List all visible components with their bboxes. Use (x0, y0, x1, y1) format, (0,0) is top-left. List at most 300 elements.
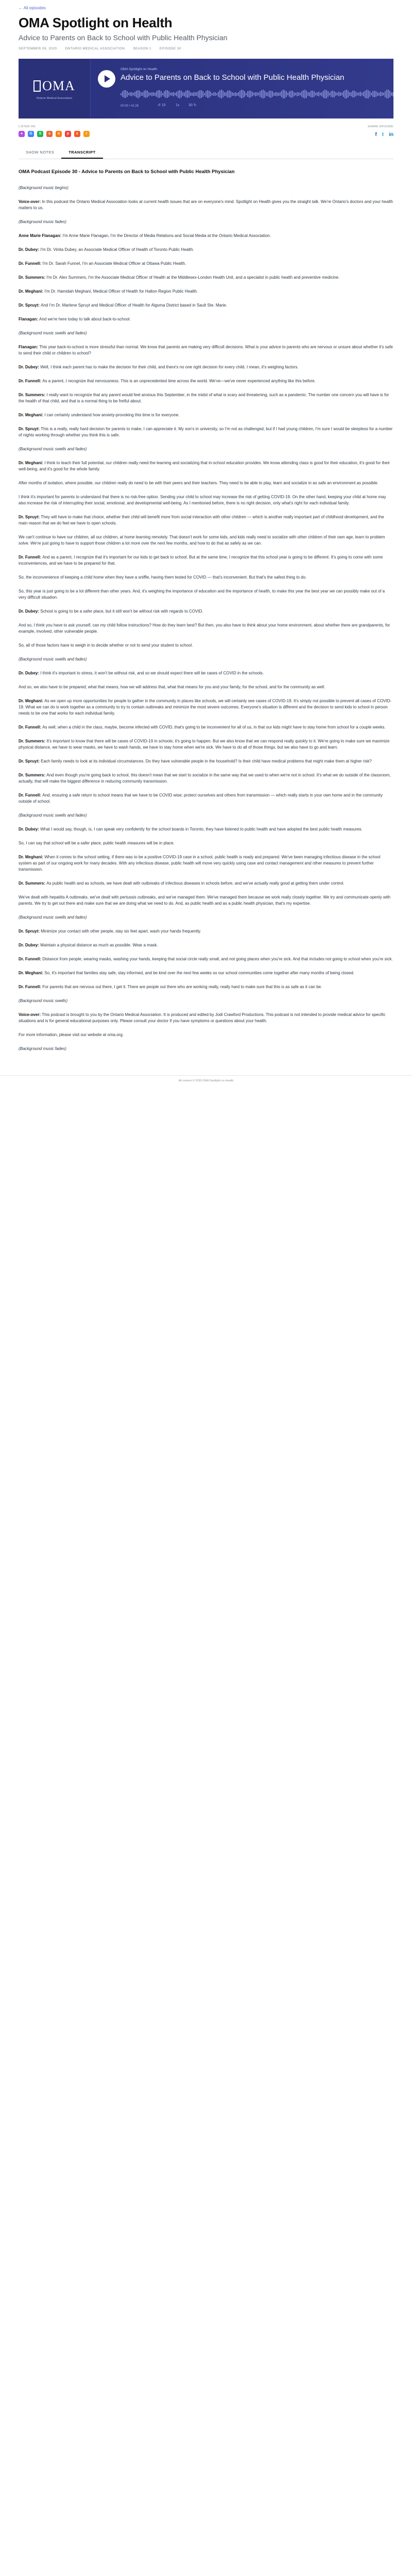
speaker-name: Voice-over: (19, 1012, 42, 1018)
paragraph-text: And so, we also have to be prepared; what that means, how we will address that, what that means for you and your family, for the school, and for the community as well. (19, 685, 325, 690)
paragraph-text: I can certainly understand how anxiety-provoking this time is for everyone. (44, 413, 180, 418)
waveform-bar (334, 91, 335, 97)
waveform-bar (281, 91, 282, 97)
speaker-name: Dr. Meghani: (19, 855, 45, 860)
play-button[interactable] (98, 70, 115, 88)
waveform-bar (263, 90, 264, 98)
speaker-name: Dr. Spruyt: (19, 303, 41, 308)
transcript-paragraph (19, 1046, 393, 1052)
transcript-paragraph (19, 219, 393, 225)
speaker-name: Dr. Funnell: (19, 379, 43, 384)
paragraph-text: Maintain a physical distance as much as possible. Wear a mask. (40, 943, 158, 948)
rewind-button[interactable] (158, 103, 166, 109)
paragraph-text: They will have to make that choice, whether their child will benefit more from social interaction with other children — which is another really important part of childhood development, and the main reason that we do feel we have to open schools. (19, 515, 384, 526)
transcript-paragraph (19, 392, 393, 404)
audio-player (19, 59, 393, 118)
waveform-bar (377, 92, 378, 96)
waveform-bar (219, 90, 220, 98)
waveform-bar (154, 93, 156, 96)
waveform-bar (218, 92, 219, 97)
tab-show-notes[interactable]: SHOW NOTES (26, 149, 55, 155)
transcript-paragraph (19, 588, 393, 601)
waveform-bar (351, 92, 352, 96)
waveform-bar (209, 91, 210, 98)
footer: All content © 2020 OMA Spotlight on Health (0, 1075, 412, 1086)
speaker-name: Dr. Dubey: (19, 609, 41, 614)
waveform-bar (372, 91, 373, 97)
paragraph-text: This podcast is brought to you by the Ontario Medical Association. It is produced and edited by Jodi Crawford Productions. This podcast is not intended to provide medical advice for specific situations and is for general educational purposes only. Please consult your doctor if you have symptoms or questions about your health. (19, 1012, 386, 1024)
transcript-paragraph (19, 446, 393, 452)
waveform-bar (144, 91, 145, 97)
waveform-bar (392, 92, 393, 96)
player-episode-title: Advice to Parents on Back to School with Public Health Physician (121, 73, 345, 82)
waveform-bar (124, 90, 125, 98)
waveform-bar (272, 91, 273, 97)
paragraph-text: Distance from people, wearing masks, washing your hands, keeping that social circle really small, and not going places when you're sick. And that includes not going to school when you're sick. (42, 957, 393, 962)
waveform-bar (238, 92, 239, 96)
logo-text: OMA (42, 78, 75, 94)
waveform-bar (331, 91, 332, 97)
transcript-title: OMA Podcast Episode 30 - Advice to Parents on Back to School with Public Health Physician (19, 169, 235, 175)
waveform-bar (297, 92, 298, 96)
transcript-paragraph (19, 698, 393, 717)
speaker-name: Dr. Dubey: (19, 827, 41, 832)
waveform-bar (147, 91, 148, 97)
waveform-bar (213, 92, 214, 96)
waveform-bar (278, 93, 279, 96)
waveform-bar (335, 92, 336, 96)
transcript-paragraph (19, 574, 393, 581)
transcript-paragraph (19, 642, 393, 649)
transcript-paragraph (19, 894, 393, 907)
share-label: SHARE EPISODE (367, 125, 393, 128)
paragraph-text: As well, when a child in the class, maybe, become infected with COVID, that's going to be inconvenient for all of us, in that our kids might have to stay home from school for a couple weeks. (42, 725, 386, 730)
waveform-bar (229, 90, 230, 97)
waveform-bar (386, 90, 387, 98)
paragraph-text: And as a parent, I recognize that it's important for our kids to get back to school. But at the same time, I recognize that this school year is going to be different. It's going to come with some inconveniences, and we have to be prepared for that. (19, 555, 383, 566)
waveform-bar (128, 93, 129, 95)
waveform-bar (264, 91, 265, 98)
oma-logo (19, 59, 91, 118)
waveform-bar (173, 92, 174, 96)
episode-org: ONTARIO MEDICAL ASSOCIATION (65, 46, 125, 50)
rewind-label: 15 (161, 103, 166, 107)
listen-on-label: LISTEN ON (19, 125, 36, 128)
waveform-bar (275, 92, 276, 96)
transcript-paragraph (19, 656, 393, 663)
waveform-bar (127, 91, 128, 97)
transcript-paragraph (19, 792, 393, 805)
waveform-bar (300, 93, 301, 95)
waveform-bar (360, 92, 361, 96)
speaker-name: Dr. Funnell: (19, 261, 43, 266)
rewind-icon: ↺ (158, 103, 161, 107)
transcript-paragraph (19, 928, 393, 935)
paragraph-text: As a parent, I recognize that nervousness. This is an unprecedented time across the world. We've—we've never experienced anything like this before. (42, 379, 316, 384)
transcript-paragraph (19, 302, 393, 309)
waveform-bar (125, 90, 126, 98)
waveform-bar (295, 93, 296, 95)
waveform-bar (188, 91, 190, 97)
transcript-paragraph (19, 460, 393, 472)
transcript-paragraph (19, 772, 393, 785)
paragraph-text: So, all of those factors have to weigh in to decide whether or not to send your student to school. (19, 643, 193, 648)
paragraph-text: So, this year is just going to be a lot different than other years. And, it's weighing the importance of education and the importance of health, to make this year the best year we can possibly make out of a very difficult situation. (19, 589, 385, 600)
speaker-name: Dr. Meghani: (19, 413, 45, 418)
waveform-bar (391, 92, 392, 96)
tab-transcript[interactable]: TRANSCRIPT (61, 147, 102, 159)
transcript-paragraph (19, 412, 393, 418)
waveform-bar (320, 93, 321, 96)
transcript-paragraph (19, 956, 393, 962)
transcript-paragraph (19, 330, 393, 336)
paragraph-text: (Background music swells and fades) (19, 331, 87, 336)
paragraph-text: In this podcast the Ontario Medical Association looks at current health issues that are on everyone's mind. Spotlight on Health gives you the straight talk. We're Ontario's doctors and your health matters to us. (19, 199, 393, 211)
paragraph-text: I'm Dr. Sarah Funnel, I'm an Associate Medical Officer at Ottawa Public Health. (42, 261, 186, 266)
waveform-bar (287, 93, 288, 95)
waveform-bar (273, 93, 274, 96)
waveform-bar (345, 90, 346, 98)
waveform-bar (122, 91, 123, 97)
waveform-bar (352, 91, 353, 97)
paragraph-text: So, it's important that families stay safe, stay informed, and be kind over the next few weeks so our school communities come together after many months of being closed. (44, 971, 355, 976)
waveform-bar (170, 93, 171, 95)
speaker-name: Dr. Meghani: (19, 461, 45, 466)
waveform-bar (312, 91, 313, 97)
waveform-bar (201, 90, 202, 98)
paragraph-text: I'm Dr. Alex Summers, I'm the Associate Medical Officer of Health at the Middlesex-London Health Unit, and a specialist in public health and preventive medicine. (46, 275, 340, 280)
waveform-bar (307, 92, 308, 96)
waveform-bar (315, 93, 316, 95)
transcript-paragraph (19, 970, 393, 976)
waveform-bar (133, 93, 134, 95)
transcript-paragraph (19, 984, 393, 990)
paragraph-text: We've dealt with hepatitis A outbreaks, we've dealt with pertussis outbreaks, and we've managed them. We've managed them because we work really closely together. We try and communicate openly with parents. We try to get out there and make sure that we are doing what we need to do. And, as public health and as a public health physician, that's my expertise. (19, 895, 391, 906)
waveform-bar (256, 92, 258, 96)
paragraph-text: I'm Dr. Vinita Dubey, an Associate Medical Officer of Health of Toronto Public Health. (40, 247, 194, 252)
transcript-paragraph (19, 344, 393, 357)
waveform-bar (230, 91, 231, 97)
waveform-bar (321, 92, 322, 96)
speaker-name: Dr. Meghani: (19, 971, 45, 976)
waveform-bar (260, 91, 261, 96)
speaker-name: Dr. Funnell: (19, 555, 43, 560)
waveform-bar (289, 91, 290, 97)
transcript-paragraph (19, 554, 393, 567)
waveform-bar (354, 91, 355, 97)
paragraph-text: (Background music swells and fades) (19, 915, 87, 920)
paragraph-text: (Background music fades) (19, 1046, 66, 1052)
waveform-bar (142, 92, 143, 96)
waveform-bar (298, 92, 299, 96)
speaker-name: Dr. Summers: (19, 275, 47, 280)
waveform-bar (158, 90, 159, 98)
waveform-bar (366, 90, 367, 98)
waveform-bar (161, 91, 162, 97)
waveform-bar (224, 92, 225, 96)
waveform-bar (222, 91, 224, 98)
waveform-bar (280, 92, 281, 96)
waveform-bar (365, 91, 366, 98)
share-section (368, 125, 393, 139)
waveform-bar (255, 92, 256, 96)
waveform-bar (227, 91, 228, 97)
transcript-paragraph (19, 738, 393, 751)
waveform-bar (290, 91, 291, 98)
player-body (91, 59, 393, 118)
transcript-paragraph (19, 1012, 393, 1024)
waveform-bar (250, 91, 251, 97)
paragraph-text: I'm Anne Marie Flanagan, I'm the Director of Media Relations and Social Media at the Ontario Medical Association. (62, 233, 271, 239)
logo-mark (33, 80, 41, 92)
paragraph-text: (Background music fades) (19, 219, 66, 225)
transcript-paragraph (19, 998, 393, 1004)
facebook-icon[interactable]: f (375, 131, 377, 138)
stitcher-icon[interactable]: s (46, 131, 53, 137)
waveform-bar (355, 92, 356, 97)
paragraph-text: Minimize your contact with other people, stay six feet apart, wash your hands frequently. (41, 929, 201, 934)
waveform-bar (358, 92, 359, 96)
waveform-bar (314, 91, 315, 96)
waveform-bar (340, 92, 341, 96)
waveform-bar (196, 92, 197, 96)
waveform-bar (153, 92, 154, 96)
paragraph-text: For parents that are nervous out there, I get it. There are people out there who are working really, really hard to make sure that this is as safe as it can be. (42, 985, 322, 990)
paragraph-text: For more information, please visit our website at oma.org. (19, 1032, 124, 1038)
paragraph-text: Well, I think each parent has to make the decision for their child, and there's no one right decision for every child. I mean, it's weighing factors. (40, 365, 299, 370)
waveform-bar (292, 91, 293, 97)
waveform-bar (266, 92, 267, 96)
player-show-name: OMA Spotlight on Health (121, 67, 158, 71)
waveform-bar (190, 92, 191, 96)
transcript-paragraph (19, 826, 393, 833)
transcript-paragraph (19, 233, 393, 239)
speaker-name: Dr. Funnell: (19, 725, 43, 730)
waveform-bar (205, 91, 207, 97)
waveform-bar (226, 92, 227, 96)
waveform-bar (187, 90, 188, 98)
transcript-paragraph (19, 622, 393, 635)
speaker-name: Flanagan: (19, 317, 40, 322)
paragraph-text: What I would say, though, is, I can speak very confidently for the school boards in Toronto, they have listened to public health and have adopted the best public health measures. (40, 827, 363, 832)
transcript-paragraph (19, 494, 393, 506)
waveform-scrubber[interactable] (121, 90, 393, 99)
paragraph-text: As public health and as schools, we have dealt with outbreaks of infectious diseases in schools before, and we've actually really good at getting them under control. (46, 881, 345, 886)
waveform-bar (249, 91, 250, 98)
speaker-name: Voice-over: (19, 199, 42, 205)
waveform-bar (388, 90, 389, 98)
waveform-bar (389, 91, 390, 98)
transcript-paragraph (19, 724, 393, 731)
waveform-bar (306, 91, 307, 98)
waveform-bar (232, 92, 233, 96)
paragraph-text: I think it's important for parents to understand that there is no risk-free option. Sending your child to school may increase the risk of getting COVID-19. On the other hand, keeping your child at home may also increase the risk of interrupting their social, emotional, and developmental well-being. As I mentioned before, there is no right decision, only what's right for each individual family. (19, 495, 386, 506)
waveform-bar (176, 92, 177, 96)
speaker-name: Dr. Summers: (19, 881, 47, 886)
show-title: OMA Spotlight on Health (19, 15, 173, 30)
google-podcasts-icon[interactable]: G (28, 131, 34, 137)
waveform-bar (348, 91, 349, 98)
waveform-bar (181, 91, 182, 98)
forward-button[interactable] (188, 103, 197, 109)
listen-on-section (19, 125, 90, 139)
twitter-icon[interactable]: t (382, 131, 384, 138)
waveform-bar (241, 90, 242, 98)
transcript-paragraph (19, 812, 393, 819)
transcript-paragraph (19, 316, 393, 323)
speaker-name: Dr. Spruyt: (19, 929, 41, 934)
speaker-name: Dr. Funnell: (19, 985, 43, 990)
transcript-paragraph (19, 261, 393, 267)
waveform-bar (286, 91, 287, 97)
waveform-bar (164, 91, 165, 97)
waveform-bar (323, 91, 324, 98)
paragraph-text: This is a really, really hard decision for parents to make, I can appreciate it. My son's in university, so I'm not as challenged, but if I had young children, I'm sure I would be sleepless for a number of nights working through whether you think this is safe. (19, 427, 393, 438)
transcript-paragraph (19, 199, 393, 211)
waveform-bar (368, 90, 369, 98)
waveform-bar (193, 92, 194, 96)
back-link-label: All episodes (23, 6, 46, 10)
castbox-icon[interactable]: c (74, 131, 80, 137)
waveform-bar (369, 91, 370, 97)
waveform-bar (210, 92, 211, 97)
paragraph-text: It's important to know that there will be cases of COVID-19 in schools; it's going to happen. But we also know that we can respond really quickly to it. We're going to make sure we maximize physical distance, we have to wear masks, we have to wash hands, we have to stay home when we're sick. We have to do all of those things, but we also have to go and learn. (19, 739, 390, 750)
waveform-bar (328, 91, 329, 97)
speaker-name: Dr. Spruyt: (19, 759, 41, 764)
paragraph-text: This year back-to-school is more stressful than normal. We know that parents are making very difficult decisions. What is your advice to parents who are nervous or unsure about whether it's safe to send their child or children to school? (19, 345, 393, 356)
waveform-bar (182, 92, 183, 96)
waveform-bar (184, 92, 185, 96)
waveform-bar (150, 93, 151, 95)
waveform-bar (380, 92, 381, 96)
waveform-bar (382, 92, 383, 96)
paragraph-text: And we're here today to talk about back-to-school. (39, 317, 131, 322)
waveform-bar (192, 93, 193, 96)
back-to-episodes-link[interactable] (19, 0, 393, 11)
waveform-bar (363, 92, 364, 96)
waveform-bar (141, 92, 142, 96)
listen-share-row (19, 125, 393, 139)
episode-tabs (19, 147, 393, 159)
waveform-bar (239, 91, 241, 97)
paragraph-text: So, I can say that school will be a safer place, public health measures will be in place. (19, 841, 175, 846)
paragraph-text: I really want to recognize that any parent would feel anxious this September, in the midst of what is scary and threatening, such as a pandemic. The number one concern you will have is for the health of that child, and that is a normal thing to be fretful about. (19, 393, 389, 404)
waveform-bar (324, 90, 325, 98)
waveform-bar (343, 91, 344, 97)
transcript-paragraph (19, 426, 393, 438)
waveform-bar (215, 92, 216, 96)
waveform-bar (301, 91, 302, 97)
waveform-bar (375, 91, 376, 97)
transcript-paragraph (19, 289, 393, 295)
waveform-bar (171, 92, 173, 96)
waveform-bar (267, 92, 268, 96)
waveform-bar (178, 91, 179, 98)
waveform-bar (379, 93, 380, 96)
speed-button[interactable]: 1x (176, 103, 180, 107)
waveform-bar (304, 90, 305, 98)
transcript-paragraph (19, 480, 393, 486)
waveform-bar (362, 93, 363, 95)
paragraph-text: I think it's important to stress, it won't be without risk, and so we should expect there will be cases of COVID in the schools. (40, 671, 264, 676)
waveform-bar (309, 92, 310, 96)
waveform-bar (357, 93, 358, 95)
waveform-bar (207, 90, 208, 98)
forward-icon: ↻ (193, 103, 197, 107)
waveform-bar (269, 91, 270, 97)
speaker-name: Dr. Meghani: (19, 699, 45, 704)
waveform-bar (151, 92, 152, 96)
rss-icon[interactable]: r (83, 131, 90, 137)
waveform-bar (383, 93, 384, 96)
waveform-bar (247, 91, 248, 97)
transcript-paragraph (19, 185, 393, 191)
waveform-bar (270, 91, 271, 98)
paragraph-text: (Background music begins) (19, 185, 68, 191)
linkedin-icon[interactable]: in (389, 131, 393, 138)
waveform-bar (277, 92, 278, 96)
waveform-bar (311, 91, 312, 97)
waveform-bar (341, 93, 342, 95)
transcript-body (19, 185, 393, 1052)
paragraph-text: We can't continue to have our children, all our children, at home learning remotely. That doesn't work for some kids, and kids really need to socialize with other children of their own age, learn to problem solve. We're just going to have to support those children a lot more over the next few months, and how to do that as safely as we can. (19, 535, 385, 546)
play-icon (105, 75, 110, 82)
waveform-bar (318, 92, 319, 96)
transcript-paragraph (19, 758, 393, 765)
transcript-paragraph (19, 840, 393, 846)
transcript-paragraph (19, 275, 393, 281)
waveform-bar (346, 90, 347, 98)
speaker-name: Dr. Dubey: (19, 365, 41, 370)
paragraph-text: I'm Dr. Hamidah Meghani, Medical Officer of Health for Halton Region Public Health. (44, 289, 198, 294)
waveform-bar (121, 93, 122, 95)
paragraph-text: So, the inconvenience of keeping a child home when they have a sniffle, having them tested for COVID — that's inconvenient. But that's the safest thing to do. (19, 575, 307, 580)
spotify-icon[interactable]: S (37, 131, 43, 137)
speaker-name: Dr. Meghani: (19, 289, 45, 294)
paragraph-text: (Background music swells and fades) (19, 447, 87, 452)
episode-subtitle: Advice to Parents on Back to School with Public Health Physician (19, 33, 228, 42)
paragraph-text: And I'm Dr. Marlene Spruyt and Medical Officer of Health for Algoma District based in Sault Ste. Marie. (41, 303, 228, 308)
waveform-bar (195, 92, 196, 95)
waveform-bar (235, 92, 236, 96)
waveform-bar (199, 90, 200, 98)
paragraph-text: Each family needs to look at its individual circumstances. Do they have vulnerable people in the household? Is their child have medical problems that might make them at higher risk? (41, 759, 372, 764)
waveform-bar (283, 90, 284, 98)
waveform-bar (349, 92, 350, 96)
waveform-bar (185, 91, 186, 97)
waveform-bar (162, 93, 163, 95)
transcript-paragraph (19, 942, 393, 948)
paragraph-text: (Background music swells and fades) (19, 813, 87, 818)
apple-podcasts-icon[interactable]: ● (19, 131, 25, 137)
speaker-name: Dr. Funnell: (19, 957, 43, 962)
pocketcasts-icon[interactable]: p (65, 131, 71, 137)
episode-date: SEPTEMBER 09, 2020 (19, 46, 57, 50)
transcript-paragraph (19, 670, 393, 676)
transcript-paragraph (19, 854, 393, 873)
waveform-bar (204, 93, 205, 95)
waveform-bar (202, 91, 203, 97)
waveform-bar (175, 93, 176, 95)
waveform-bar (236, 93, 237, 96)
episode-meta (19, 46, 393, 52)
waveform-bar (131, 92, 132, 96)
transcript-paragraph (19, 880, 393, 887)
waveform-bar (244, 91, 245, 97)
overcast-icon[interactable]: o (56, 131, 62, 137)
waveform-bar (136, 91, 137, 98)
waveform-bar (233, 93, 234, 96)
